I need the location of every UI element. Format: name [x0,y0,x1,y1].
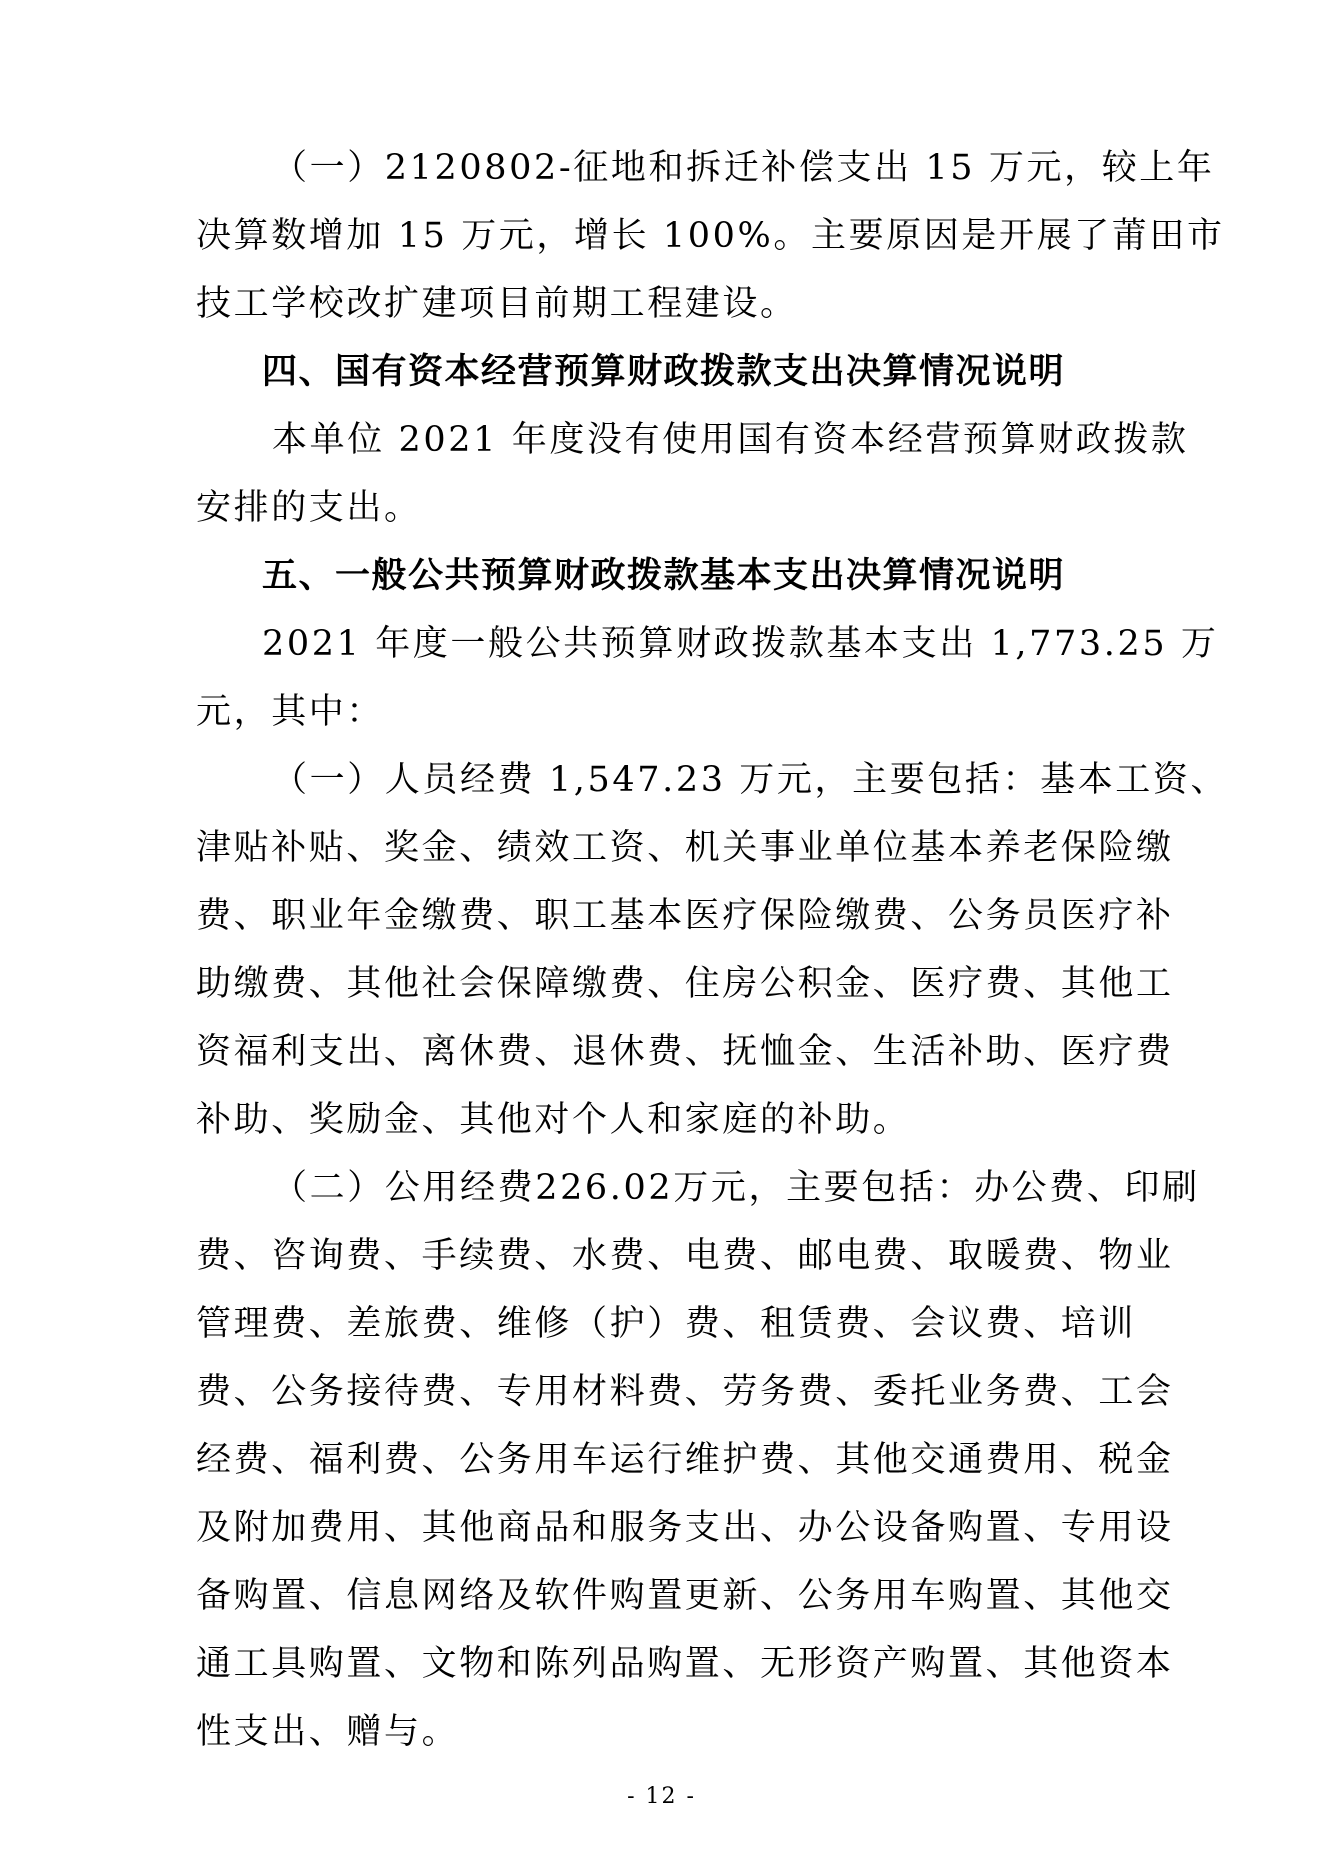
paragraph-line: 助缴费、其他社会保障缴费、住房公积金、医疗费、其他工 [196,964,1174,1004]
paragraph-line: 资福利支出、离休费、退休费、抚恤金、生活补助、医疗费 [196,1032,1174,1072]
paragraph-line: （二）公用经费226.02万元，主要包括：办公费、印刷 [272,1168,1200,1208]
paragraph-line: 本单位 2021 年度没有使用国有资本经营预算财政拨款 [272,420,1189,460]
paragraph-line: 元，其中： [196,692,385,732]
paragraph-line: （一）人员经费 1,547.23 万元，主要包括：基本工资、 [272,760,1229,800]
paragraph-line: 补助、奖励金、其他对个人和家庭的补助。 [196,1100,911,1140]
paragraph-line: 性支出、赠与。 [196,1712,460,1752]
paragraph-line: （一）2120802-征地和拆迁补偿支出 15 万元，较上年 [272,148,1215,188]
paragraph-line: 费、公务接待费、专用材料费、劳务费、委托业务费、工会 [196,1372,1174,1412]
section-heading-5: 五、一般公共预算财政拨款基本支出决算情况说明 [262,556,1066,596]
page-number: - 12 - [627,1784,696,1809]
paragraph-line: 津贴补贴、奖金、绩效工资、机关事业单位基本养老保险缴 [196,828,1174,868]
section-heading-4: 四、国有资本经营预算财政拨款支出决算情况说明 [262,352,1066,392]
paragraph-line: 决算数增加 15 万元，增长 100%。主要原因是开展了莆田市 [196,216,1225,256]
paragraph-line: 通工具购置、文物和陈列品购置、无形资产购置、其他资本 [196,1644,1174,1684]
paragraph-line: 2021 年度一般公共预算财政拨款基本支出 1,773.25 万 [262,624,1219,664]
paragraph-line: 安排的支出。 [196,488,422,528]
paragraph-line: 技工学校改扩建项目前期工程建设。 [196,284,798,324]
paragraph-line: 费、咨询费、手续费、水费、电费、邮电费、取暖费、物业 [196,1236,1174,1276]
paragraph-line: 及附加费用、其他商品和服务支出、办公设备购置、专用设 [196,1508,1174,1548]
paragraph-line: 费、职业年金缴费、职工基本医疗保险缴费、公务员医疗补 [196,896,1174,936]
paragraph-line: 备购置、信息网络及软件购置更新、公务用车购置、其他交 [196,1576,1174,1616]
paragraph-line: 管理费、差旅费、维修（护）费、租赁费、会议费、培训 [196,1304,1137,1344]
paragraph-line: 经费、福利费、公务用车运行维护费、其他交通费用、税金 [196,1440,1174,1480]
